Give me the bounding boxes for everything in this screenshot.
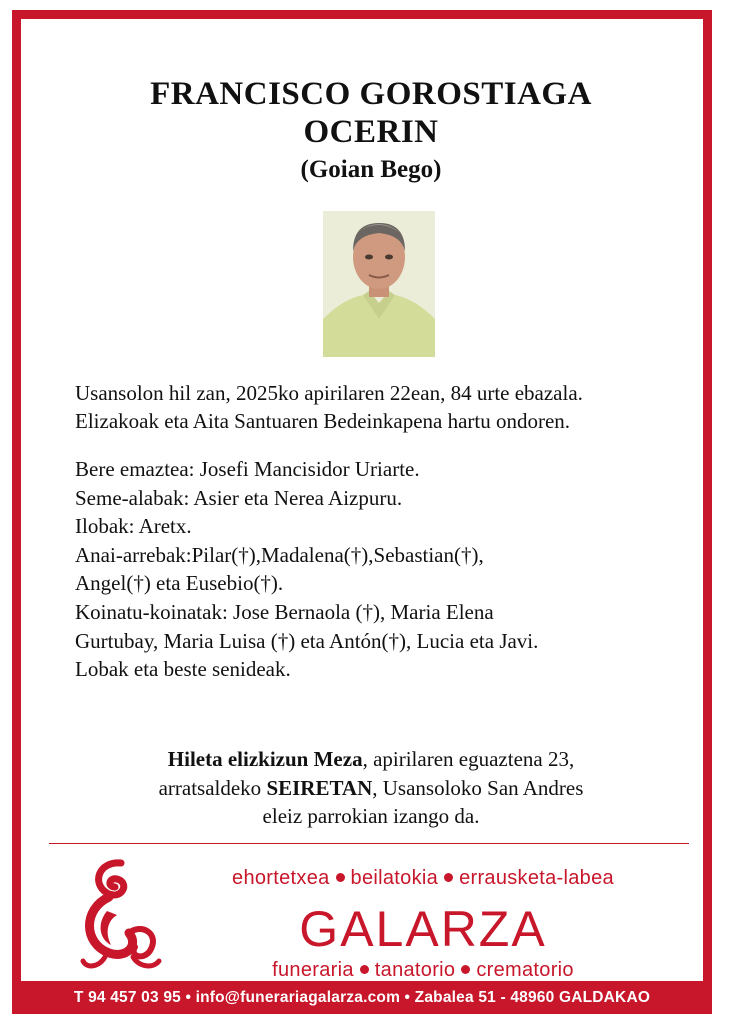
funeral-mass-line-1 [21, 745, 721, 774]
bullet-icon [336, 873, 345, 882]
funeral-mass-notice [21, 745, 721, 831]
funeral-mass-date: , apirilaren eguaztena 23, [362, 747, 575, 771]
funeral-mass-line-2 [21, 774, 721, 803]
deceased-name-line-1: FRANCISCO GOROSTIAGA [150, 76, 592, 112]
family-line: Bere emaztea: Josefi Mancisidor Uriarte. [75, 457, 420, 481]
bullet-icon [444, 873, 453, 882]
bullet-icon [360, 965, 369, 974]
family-line: Angel(†) eta Eusebio(†). [75, 571, 284, 596]
tagline-item: crematorio [476, 959, 574, 981]
galarza-swirl-logo-icon [69, 853, 169, 977]
death-announcement-line-1: Usansolon hil zan, 2025ko apirilaren 22ean, 84 urte ebazala. [75, 381, 583, 405]
tagline-item: ehortetxea [232, 867, 330, 889]
tagline-item: funeraria [272, 959, 354, 981]
family-line: Koinatu-koinatak: Jose Bernaola (†), Maria Elena [75, 599, 494, 624]
deceased-name-block [21, 75, 721, 187]
funeral-mass-label: Hileta elizkizun Meza [167, 747, 363, 771]
deceased-name-line-2: OCERIN [303, 114, 439, 150]
funeral-mass-line-3: eleiz parrokian izango da. [262, 804, 480, 828]
tagline-item: tanatorio [374, 959, 456, 981]
contact-footer: T 94 457 03 95 • info@funerariagalarza.com • Zabalea 51 - 48960 GALDAKAO [12, 981, 712, 1014]
portrait-photo [323, 211, 435, 357]
family-line: Anai-arrebak:Pilar(†),Madalena(†),Sebastian(†), [75, 542, 484, 567]
funeral-mass-time: SEIRETAN [266, 775, 373, 800]
services-tagline-basque [181, 867, 665, 890]
death-announcement-line-2: Elizakoak eta Aita Santuaren Bedeinkapena hartu ondoren. [75, 409, 571, 433]
funeral-mass-place: , Usansoloko San Andres [372, 775, 584, 800]
death-announcement [75, 379, 695, 435]
tagline-item: beilatokia [350, 867, 439, 889]
goian-bego-label: (Goian Bego) [300, 156, 442, 183]
services-tagline-spanish [181, 959, 665, 982]
brand-name: GALARZA [299, 901, 547, 957]
tagline-item: errausketa-labea [459, 867, 614, 889]
portrait-photo-icon [323, 211, 435, 357]
bullet-icon [461, 965, 470, 974]
family-list [75, 455, 695, 684]
family-line: Gurtubay, Maria Luisa (†) eta Antón(†), Lucia eta Javi. [75, 628, 539, 653]
family-line: Seme-alabak: Asier eta Nerea Aizpuru. [75, 485, 403, 510]
obituary-frame [12, 10, 712, 1014]
family-line: Ilobak: Aretx. [75, 514, 192, 539]
divider [49, 843, 689, 844]
family-line: Lobak eta beste senideak. [75, 657, 291, 682]
funeral-mass-time-prefix: arratsaldeko [158, 775, 267, 800]
